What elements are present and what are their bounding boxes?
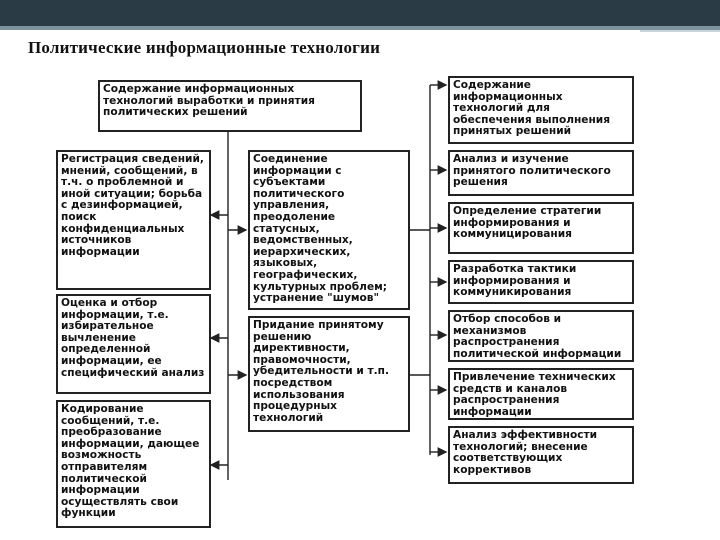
box-mid-2: Придание принятому решению директивности, правомочности, убедительности и т.п. посредством использования процедурных технологий: [248, 316, 410, 432]
slide-title: Политические информационные технологии: [28, 38, 381, 57]
box-right-6: Анализ эффективности технологий; внесение соответствующих коррективов: [448, 426, 634, 484]
box-top-left: Содержание информационных технологий выработки и принятия политических решений: [98, 80, 362, 132]
box-right-2: Определение стратегии информирования и коммуницирования: [448, 202, 634, 254]
box-left-3: Кодирование сообщений, т.е. преобразование информации, дающее возможность отправителям политической информации осуществлять свои функции: [56, 400, 211, 528]
box-left-1: Регистрация сведений, мнений, сообщений, в т.ч. о проблемной и иной ситуации; борьба с дезинформацией, поиск конфиденциальных источников информации: [56, 150, 211, 290]
box-mid-1: Соединение информации с субъектами политического управления, преодоление статусных, ведомственных, иерархических, языковых, географических, культурных проблем; устранение "шумов": [248, 150, 410, 310]
box-right-5: Привлечение технических средств и каналов распространения информации: [448, 368, 634, 420]
box-right-4: Отбор способов и механизмов распространения политической информации: [448, 310, 634, 362]
box-right-1: Анализ и изучение принятого политического решения: [448, 150, 634, 196]
box-top-right: Содержание информационных технологий для обеспечения выполнения принятых решений: [448, 76, 634, 144]
box-left-2: Оценка и отбор информации, т.е. избирательное вычленение определенной информации, ее специфический анализ: [56, 294, 211, 394]
box-right-3: Разработка тактики информирования и коммуникирования: [448, 260, 634, 304]
